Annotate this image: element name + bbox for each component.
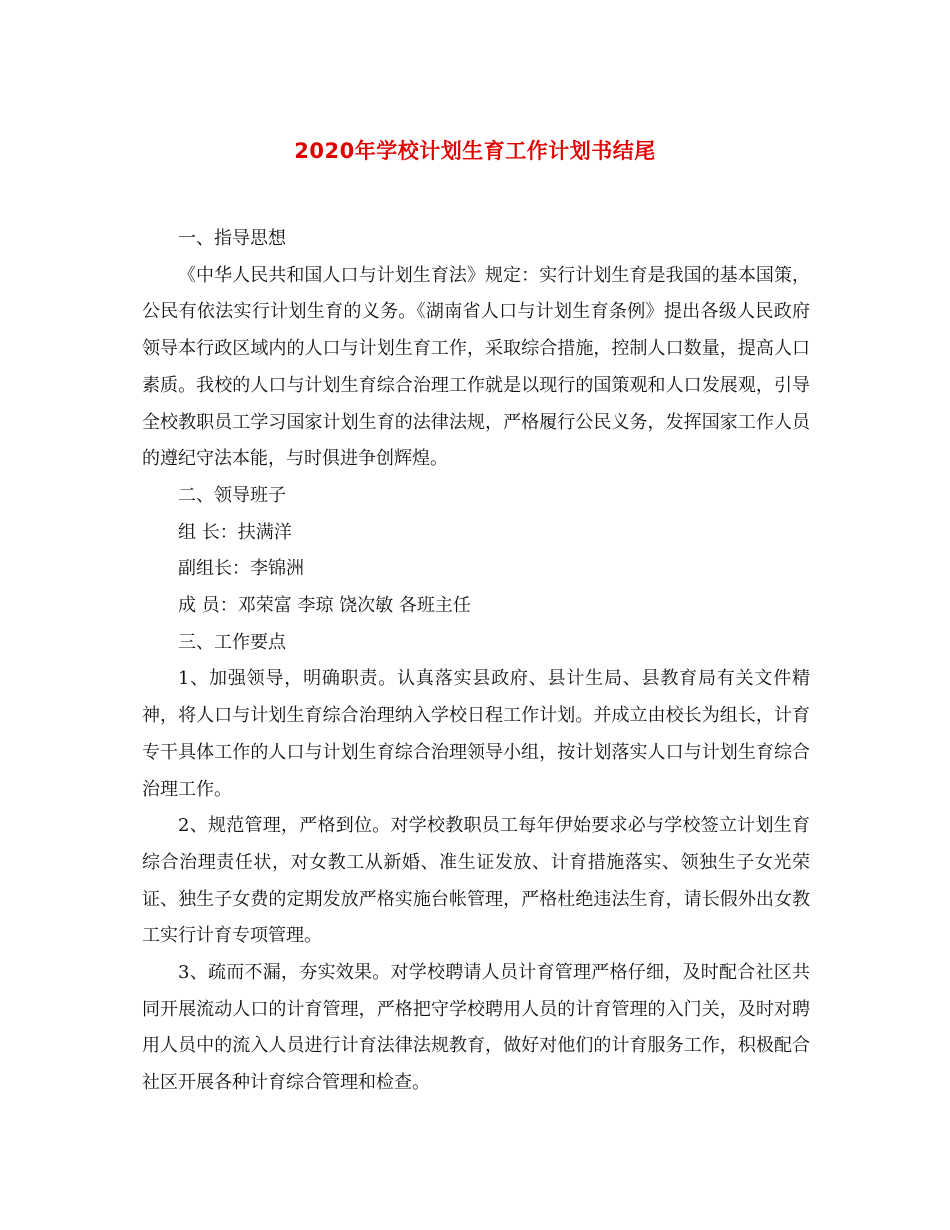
leader-line: 组 长：扶满洋 — [178, 521, 292, 543]
section-heading-guiding-thought: 一、指导思想 — [178, 228, 286, 249]
work-point-1: 1、加强领导，明确职责。认真落实县政府、县计生局、县教育局有关文件精神，将人口与计划生育综合治理纳入学校日程工作计划。并成立由校长为组长，计育专干具体工作的人口与计划生育综合治理领导小组，按计划落实人口与计划生育综合治理工作。 — [142, 668, 810, 800]
section-heading-leadership: 二、领导班子 — [178, 484, 286, 506]
members-line: 成 员：邓荣富 李琼 饶次敏 各班主任 — [178, 595, 471, 617]
document-body — [142, 221, 810, 1102]
document-title: 2020年学校计划生育工作计划书结尾 — [294, 139, 656, 163]
deputy-leader-line: 副组长：李锦洲 — [178, 558, 304, 580]
work-point-3: 3、疏而不漏，夯实效果。对学校聘请人员计育管理严格仔细，及时配合社区共同开展流动人口的计育管理，严格把守学校聘用人员的计育管理的入门关，及时对聘用人员中的流入人员进行计育法律法规教育，做好对他们的计育服务工作，积极配合社区开展各种计育综合管理和检查。 — [142, 962, 810, 1094]
work-point-2: 2、规范管理，严格到位。对学校教职员工每年伊始要求必与学校签立计划生育综合治理责任状，对女教工从新婚、准生证发放、计育措施落实、领独生子女光荣证、独生子女费的定期发放严格实施台帐管理，严格杜绝违法生育，请长假外出女教工实行计育专项管理。 — [142, 815, 810, 947]
paragraph-guiding-thought: 《中华人民共和国人口与计划生育法》规定：实行计划生育是我国的基本国策，公民有依法实行计划生育的义务。《湖南省人口与计划生育条例》提出各级人民政府领导本行政区域内的人口与计划生育工作，采取综合措施，控制人口数量，提高人口素质。我校的人口与计划生育综合治理工作就是以现行的国策观和人口发展观，引导全校教职员工学习国家计划生育的法律法规，严格履行公民义务，发挥国家工作人员的遵纪守法本能，与时俱进争创辉煌。 — [142, 264, 810, 470]
section-heading-work-points: 三、工作要点 — [178, 631, 286, 653]
